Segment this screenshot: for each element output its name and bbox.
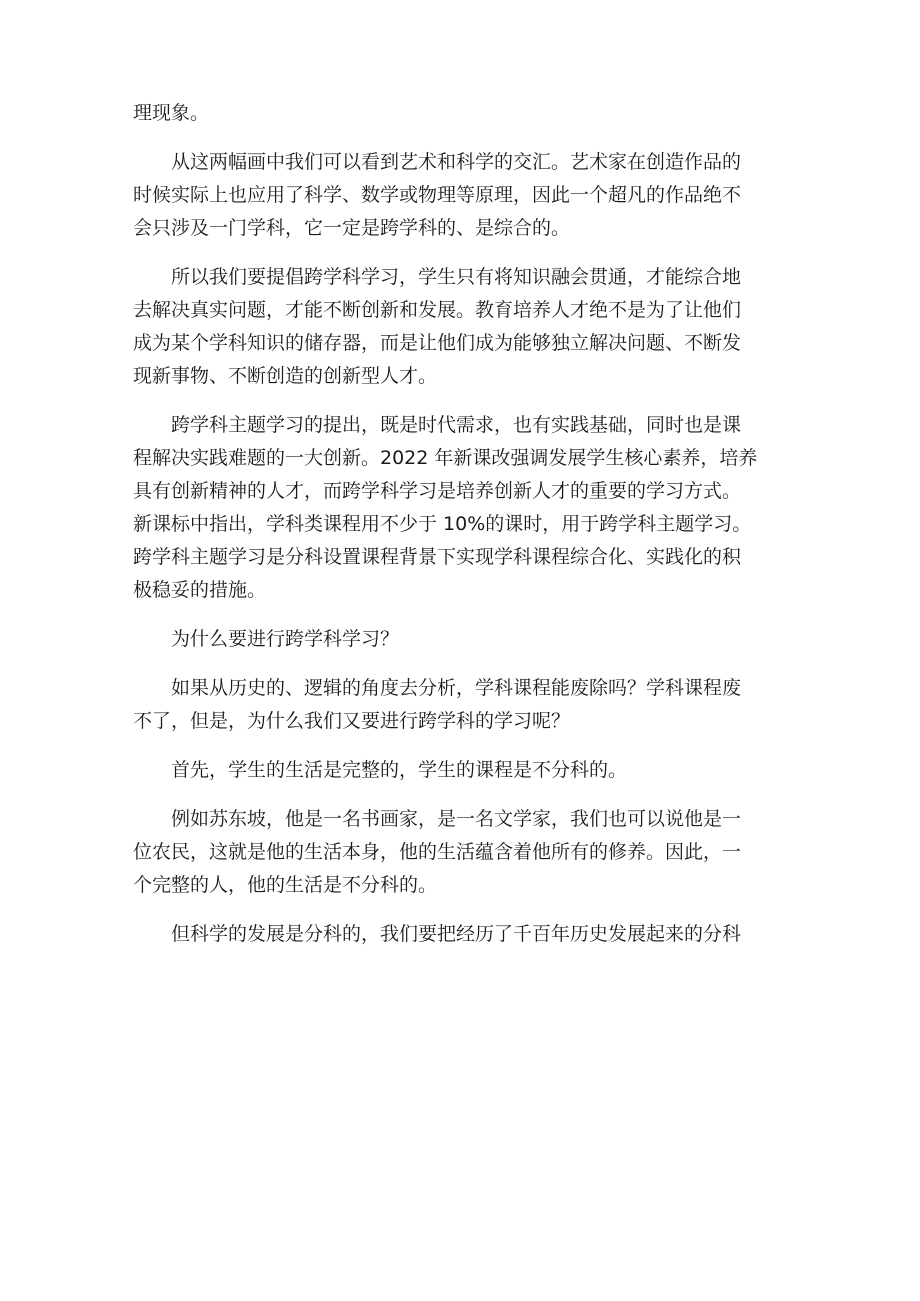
section-question: 为什么要进行跨学科学习？ bbox=[171, 628, 400, 650]
paragraph-line: 程解决实践难题的一大创新。2022 年新课改强调发展学生核心素养，培养 bbox=[133, 447, 758, 469]
paragraph-line: 现新事物、不断创造的创新型人才。 bbox=[133, 365, 438, 387]
document-body bbox=[133, 97, 793, 951]
paragraph-line: 如果从历史的、逻辑的角度去分析，学科课程能废除吗？学科课程废 bbox=[171, 677, 742, 699]
paragraph-line: 新课标中指出，学科类课程用不少于 10%的课时，用于跨学科主题学习。 bbox=[133, 513, 752, 535]
paragraph-line: 但科学的发展是分科的，我们要把经历了千百年历史发展起来的分科 bbox=[171, 923, 742, 945]
paragraph-line: 去解决真实问题，才能不断创新和发展。教育培养人才绝不是为了让他们 bbox=[133, 299, 742, 321]
paragraph-line: 个完整的人，他的生活是不分科的。 bbox=[133, 874, 438, 896]
paragraph-line: 跨学科主题学习的提出，既是时代需求，也有实践基础，同时也是课 bbox=[171, 414, 742, 436]
paragraph-line: 极稳妥的措施。 bbox=[133, 579, 267, 601]
paragraph-line: 所以我们要提倡跨学科学习，学生只有将知识融会贯通，才能综合地 bbox=[171, 266, 742, 288]
paragraph-line: 跨学科主题学习是分科设置课程背景下实现学科课程综合化、实践化的积 bbox=[133, 546, 742, 568]
paragraph-line: 时候实际上也应用了科学、数学或物理等原理，因此一个超凡的作品绝不 bbox=[133, 184, 742, 206]
paragraph-line: 从这两幅画中我们可以看到艺术和科学的交汇。艺术家在创造作品的 bbox=[171, 151, 742, 173]
paragraph-line: 位农民，这就是他的生活本身，他的生活蕴含着他所有的修养。因此，一 bbox=[133, 841, 742, 863]
paragraph-line: 理现象。 bbox=[133, 102, 210, 124]
paragraph-line: 不了，但是，为什么我们又要进行跨学科的学习呢？ bbox=[133, 710, 571, 732]
paragraph-line: 首先，学生的生活是完整的，学生的课程是不分科的。 bbox=[171, 759, 628, 781]
paragraph-line: 例如苏东坡，他是一名书画家，是一名文学家，我们也可以说他是一 bbox=[171, 808, 742, 830]
paragraph-line: 会只涉及一门学科，它一定是跨学科的、是综合的。 bbox=[133, 217, 571, 239]
paragraph-line: 成为某个学科知识的储存器，而是让他们成为能够独立解决问题、不断发 bbox=[133, 332, 742, 354]
paragraph-line: 具有创新精神的人才，而跨学科学习是培养创新人才的重要的学习方式。 bbox=[133, 480, 742, 502]
